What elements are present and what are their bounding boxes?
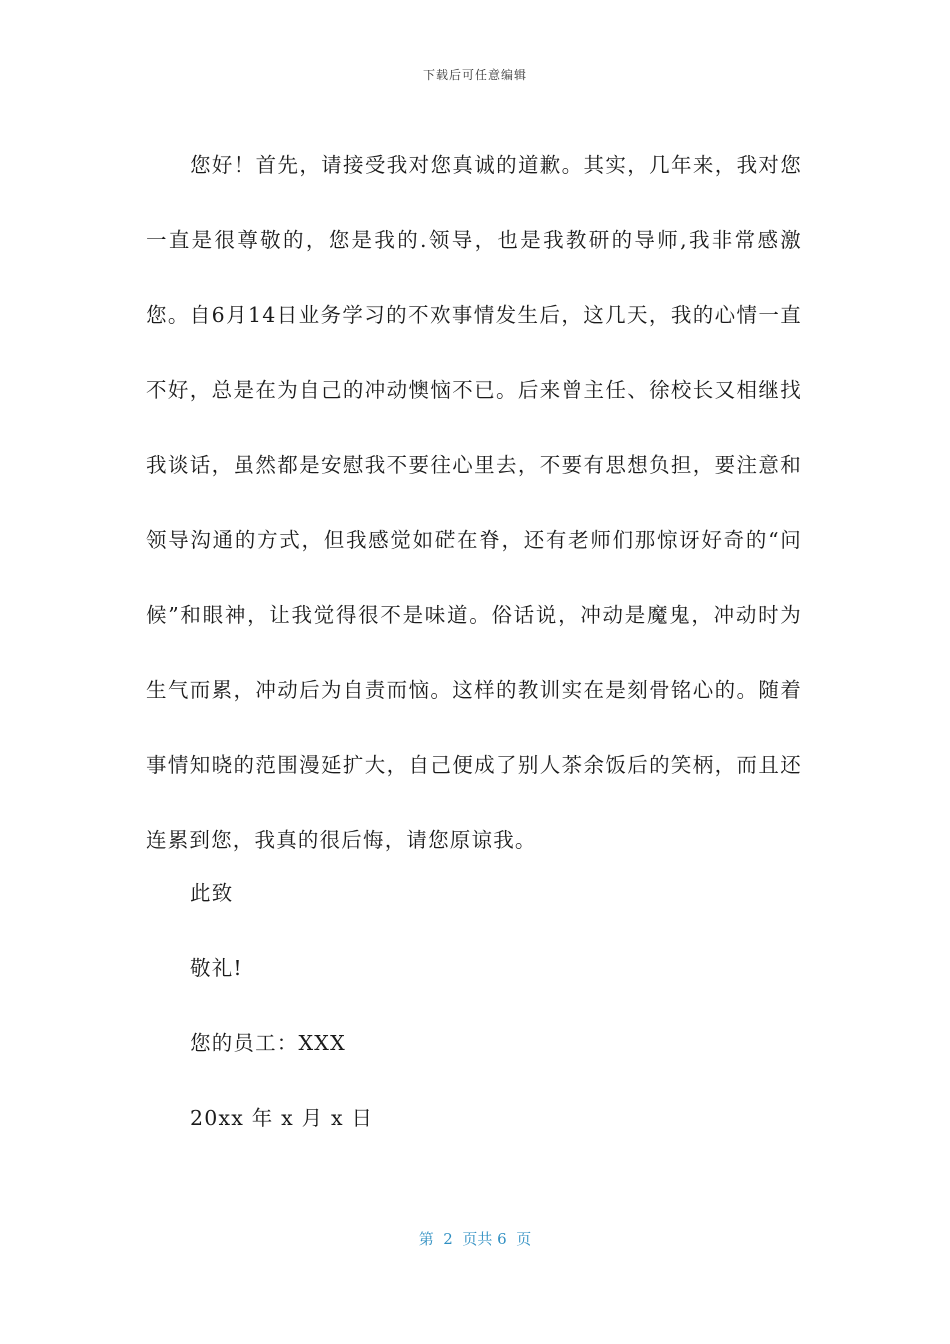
letter-regards: 敬礼!: [190, 956, 243, 980]
letter-date: 20xx 年 x 月 x 日: [190, 1106, 374, 1130]
page-number-footer: 第 2 页共 6 页: [418, 1230, 532, 1248]
letter-salute: 此致: [190, 881, 234, 905]
letter-body: 您好！首先，请接受我对您真诚的道歉。其实，几年来，我对您一直是很尊敬的，您是我的.领导，也是我教研的导师,我非常感激您。自6月14日业务学习的不欢事情发生后，这几天，我的心情一直不好，总是在为自己的冲动懊恼不已。后来曾主任、徐校长又相继找我谈话，虽然都是安慰我不要往心里去，不要有思想负担，要注意和领导沟通的方式，但我感觉如硭在脊，还有老师们那惊讶好奇的“问候”和眼神，让我觉得很不是味道。俗话说，冲动是魔鬼，冲动时为生气而累，冲动后为自责而恼。这样的教训实在是刻骨铭心的。随着事情知晓的范围漫延扩大，自己便成了别人茶余饭后的笑柄，而且还连累到您，我真的很后悔，请您原谅我。: [146, 153, 802, 852]
letter-signature: 您的员工：XXX: [190, 1031, 346, 1055]
header-note: 下载后可任意编辑: [422, 68, 527, 82]
